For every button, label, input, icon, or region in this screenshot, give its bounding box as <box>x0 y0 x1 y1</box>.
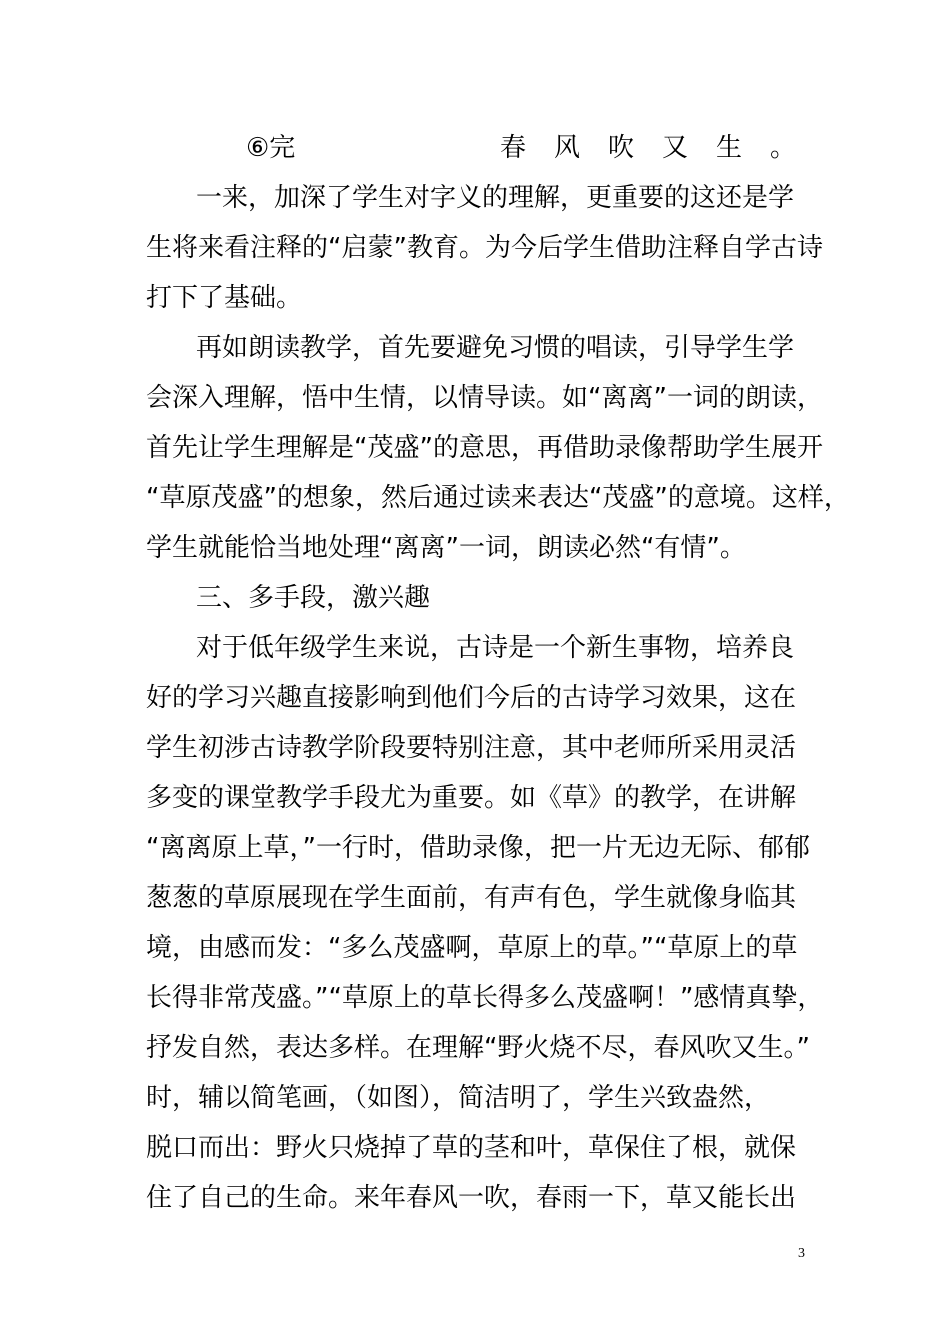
body-line: 葱葱的草原展现在学生面前，有声有色，学生就像身临其 <box>146 883 797 913</box>
body-line: 多变的课堂教学手段尤为重要。如《草》的教学，在讲解 <box>146 783 797 813</box>
section-heading: 三、多手段，激兴趣 <box>196 583 431 613</box>
body-line: “草原茂盛”的想象，然后通过读来表达“茂盛”的意境。这样， <box>146 483 850 513</box>
body-line: 生将来看注释的“启蒙”教育。为今后学生借助注释自学古诗 <box>146 233 823 263</box>
body-line: 时，辅以简笔画，（如图），简洁明了，学生兴致盎然， <box>146 1083 771 1113</box>
body-line: 学生就能恰当地处理“离离”一词，朗读必然“有情”。 <box>146 533 746 563</box>
body-line: 一来，加深了学生对字义的理解，更重要的这还是学 <box>196 183 795 213</box>
body-line: 好的学习兴趣直接影响到他们今后的古诗学习效果，这在 <box>146 683 797 713</box>
poem-line-label: ⑥完 <box>246 133 296 163</box>
poem-line-text: 春风吹又生。 <box>500 133 825 163</box>
page-number: 3 <box>798 1246 805 1261</box>
body-line: 脱口而出：野火只烧掉了草的茎和叶，草保住了根，就保 <box>146 1133 797 1163</box>
body-line: 会深入理解，悟中生情，以情导读。如“离离”一词的朗读， <box>146 383 823 413</box>
body-line: 长得非常茂盛。”“草原上的草长得多么茂盛啊！”感情真挚， <box>146 983 824 1013</box>
body-line: 首先让学生理解是“茂盛”的意思，再借助录像帮助学生展开 <box>146 433 823 463</box>
body-line: “离离原上草，”一行时，借助录像，把一片无边无际、郁郁 <box>146 833 810 863</box>
body-line: 对于低年级学生来说，古诗是一个新生事物，培养良 <box>196 633 795 663</box>
body-line: 住了自己的生命。来年春风一吹，春雨一下，草又能长出 <box>146 1183 797 1213</box>
body-line: 抒发自然，表达多样。在理解“野火烧不尽，春风吹又生。” <box>146 1033 810 1063</box>
body-line: 打下了基础。 <box>146 283 303 313</box>
body-line: 再如朗读教学，首先要避免习惯的唱读，引导学生学 <box>196 333 795 363</box>
body-line: 境，由感而发：“多么茂盛啊，草原上的草。”“草原上的草 <box>146 933 798 963</box>
body-line: 学生初涉古诗教学阶段要特别注意，其中老师所采用灵活 <box>146 733 797 763</box>
